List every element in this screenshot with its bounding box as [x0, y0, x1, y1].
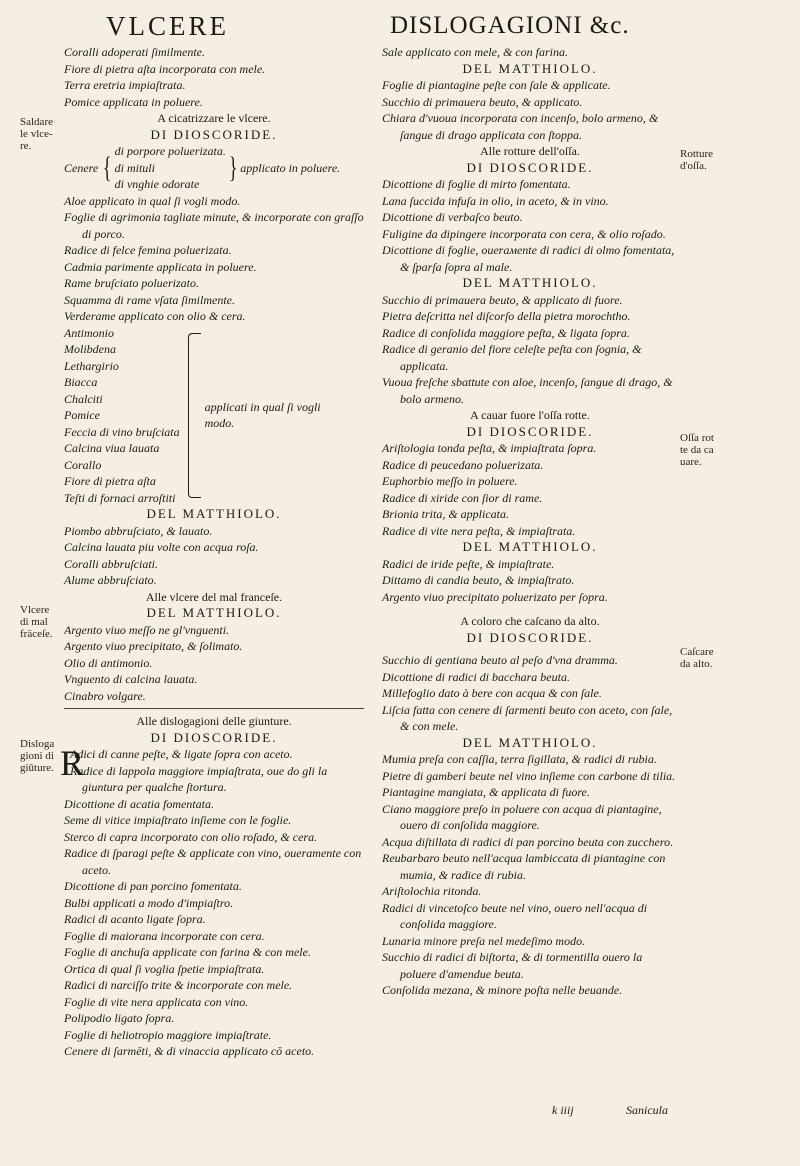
remedy-line: Mumia preſa con caſſia, terra ſigillata, & radici di rubia.	[382, 752, 657, 766]
mineral-item: Antimonio	[64, 325, 114, 340]
remedy-line: Cadmia parimente applicata in poluere.	[64, 259, 257, 274]
remedy-line: Dicottione di radici di bacchara beuta.	[382, 669, 570, 684]
authority-heading: DI DIOSCORIDE.	[466, 159, 594, 175]
remedy-line: Radici di vincetoſco beute nel vino, ouero nell'acqua di conſolida maggiore.	[382, 900, 648, 931]
margin-note-line: Caſcare	[680, 646, 714, 658]
mineral-brace-group	[64, 325, 364, 507]
remedy-line: Foglie di vite nera applicata con vino.	[64, 994, 249, 1009]
margin-note-line: re.	[20, 140, 32, 152]
remedy-line: Brionia trita, & applicata.	[382, 507, 510, 521]
mineral-list	[64, 325, 184, 507]
authority-heading: DI DIOSCORIDE.	[150, 729, 278, 745]
remedy-line: Vnguento di calcina lauata.	[64, 672, 198, 686]
drop-cap: R	[60, 743, 85, 783]
running-header-left: VLCERE	[106, 11, 229, 41]
remedy-line: Lunaria minore preſa nel medeſimo modo.	[382, 933, 586, 948]
margin-note-line: Saldare	[20, 116, 53, 128]
remedy-line: Dicottione di pan porcino fomentata.	[64, 879, 242, 893]
remedy-line: Acqua diſtillata di radici di pan porcino beuta con zucchero.	[382, 834, 674, 849]
remedy-line: Succhio di gentiana beuto al peſo d'vna dramma.	[382, 653, 618, 667]
margin-note-line: giūture.	[20, 762, 54, 774]
remedy-line: Foglie di agrimonia tagliate minute, & incorporate con graſſo di porco.	[64, 210, 364, 241]
remedy-line: Aloe applicato in qual ſi vogli modo.	[64, 193, 241, 208]
remedy-line: Dicottione di verbaſco beuto.	[382, 210, 523, 224]
mineral-item: Chalciti	[64, 391, 103, 406]
catchword: Sanicula	[626, 1103, 668, 1117]
right-brace-icon: }	[228, 150, 238, 184]
remedy-line: Reubarbaro beuto nell'acqua lambiccata di piantagine con mumia, & radice di rubia.	[382, 851, 666, 882]
mineral-item: Molibdena	[64, 342, 116, 356]
section-title: Alle rotture dell'oſſa.	[480, 144, 580, 158]
remedy-line: Ariſtologia tonda peſta, & impiaſtrata ſopra.	[382, 441, 597, 455]
margin-note-line: Vlcere	[20, 604, 50, 616]
remedy-line: Radice di peucedano poluerizata.	[382, 457, 544, 472]
remedy-line: Radice di ſparagi peſte & applicate con vino, oueramente con aceto.	[64, 846, 362, 877]
authority-heading: DEL MATTHIOLO.	[462, 734, 598, 750]
remedy-line: Liſcia fatta con cenere di ſarmenti beuto con aceto, con ſale, & con mele.	[382, 702, 673, 733]
remedy-line: Rame bruſciato poluerizato.	[64, 276, 199, 290]
remedy-line: Dittamo di candia beuto, & impiaſtrato.	[382, 573, 575, 587]
section-title: A coloro che caſcano da alto.	[460, 614, 600, 628]
remedy-line: Foglie di piantagine peſte con ſale & applicate.	[382, 78, 611, 92]
authority-heading: DEL MATTHIOLO.	[462, 539, 598, 554]
remedy-line: Polipodio ligato ſopra.	[64, 1011, 175, 1025]
remedy-line: Pietre di gamberi beute nel vino inſieme con carbone di tilia.	[382, 768, 676, 783]
authority-heading: DI DIOSCORIDE.	[466, 423, 594, 439]
remedy-line: Radice di felce femina poluerizata.	[64, 243, 232, 257]
remedy-line: Cinabro volgare.	[64, 688, 146, 703]
remedy-line: Alume abbruſciato.	[64, 573, 157, 587]
cenere-label: Cenere	[64, 160, 99, 175]
margin-note-line: uare.	[680, 456, 702, 468]
running-header-right: DISLOGAGIONI &c.	[390, 12, 630, 39]
remedy-line: Bulbi applicati a modo d'impiaſtro.	[64, 895, 234, 910]
mineral-item: Lethargirio	[64, 358, 119, 373]
mineral-tail-line: applicati in qual ſi vogli	[204, 399, 321, 414]
remedy-line: Sale applicato con mele, & con farina.	[382, 45, 568, 59]
remedy-line: Radici de iride peſte, & impiaſtrate.	[382, 556, 555, 571]
remedy-line: Radice di conſolida maggiore peſta, & ligata ſopra.	[382, 325, 630, 340]
remedy-line: Coralli adoperati ſimilmente.	[64, 45, 205, 59]
remedy-line: Foglie di maiorana incorporate con cera.	[64, 928, 265, 943]
remedy-line: Olio di antimonio.	[64, 655, 153, 670]
mineral-item: Fiore di pietra aſta	[64, 474, 156, 488]
remedy-line: Fiore di pietra aſta incorporata con mele.	[64, 61, 266, 76]
cenere-list	[115, 143, 226, 193]
margin-note-line: d'oſſa.	[680, 160, 707, 172]
remedy-line: Argento viuo precipitato poluerizato per ſopra.	[382, 589, 608, 604]
mineral-tail	[205, 399, 321, 432]
cenere-item: di porpore poluerizata.	[114, 144, 226, 158]
mineral-item: Pomice	[64, 408, 100, 422]
remedy-line: Radice di xiride con ſior di rame.	[382, 490, 543, 505]
margin-note-disloga	[20, 738, 68, 774]
section-title: Alle dislogagioni delle giunture.	[136, 714, 292, 728]
margin-note-line: te da ca	[680, 444, 714, 456]
margin-note-rotture	[680, 148, 728, 172]
margin-note-cascare	[680, 646, 728, 670]
remedy-line: Argento viuo meſſo ne gl'vnguenti.	[64, 622, 230, 637]
section-title: A cauar fuore l'oſſa rotte.	[470, 408, 590, 422]
authority-heading: DEL MATTHIOLO.	[146, 506, 282, 521]
mineral-item: Teſti di fornaci arroſtiti	[64, 490, 176, 505]
left-brace-icon: {	[103, 150, 112, 184]
dislogagioni-block	[60, 743, 364, 796]
margin-note-line: di mal	[20, 616, 48, 628]
remedy-line: Seme di vitice impiaſtrato inſieme con le foglie.	[64, 813, 292, 827]
remedy-line: Terra eretria impiaſtrata.	[64, 78, 186, 92]
remedy-line: Coralli abbruſciati.	[64, 556, 159, 571]
remedy-line: Verderame applicato con olio & cera.	[64, 309, 246, 323]
remedy-line: Radici di acanto ligate ſopra.	[64, 912, 206, 926]
remedy-line: Foglie di anchuſa applicate con farina & con mele.	[64, 945, 311, 959]
remedy-line: Conſolida mezana, & minore poſta nelle beuande.	[382, 983, 623, 997]
authority-heading: DEL MATTHIOLO.	[462, 60, 598, 76]
remedy-line: Ortica di qual ſi voglia ſpetie impiaſtrata.	[64, 961, 265, 976]
remedy-line: Ciano maggiore preſo in poluere con acqua di piantagine, ouero di conſolida maggiore.	[382, 801, 662, 832]
remedy-line: Chiara d'vuoua incorporata con incenſo, bolo armeno, & ſangue di drago applicata con ſtoppa.	[382, 111, 659, 142]
remedy-line: Radice di lappola maggiore impiaſtrata, oue do gli la giuntura per qualche ſtortura.	[70, 763, 328, 794]
remedy-line: Ariſtolochia ritonda.	[382, 884, 482, 898]
margin-note-line: da alto.	[680, 658, 713, 670]
remedy-line: Dicottione di acatia fomentata.	[64, 796, 214, 811]
cenere-item: di mituli	[114, 160, 155, 175]
mineral-item: Calcina viua lauata	[64, 441, 160, 455]
margin-note-line: le vlce-	[20, 128, 53, 140]
remedy-line: Fuligine da dipingere incorporata con cera, & olio roſado.	[382, 226, 666, 241]
authority-heading: DI DIOSCORIDE.	[466, 629, 594, 645]
remedy-line: Piantagine mangiata, & applicata di fuore.	[382, 785, 590, 799]
margin-note-saldare	[20, 116, 68, 152]
remedy-line: Dicottione di foglie di mirto fomentata.	[382, 177, 571, 191]
remedy-line: Sterco di capra incorporato con olio roſado, & cera.	[64, 829, 318, 844]
remedy-line: Cenere di ſarmēti, & di vinaccia applicato cō aceto.	[64, 1044, 315, 1058]
mineral-tail-line: modo.	[204, 416, 235, 431]
remedy-line: Vuoua freſche sbattute con aloe, incenſo, ſangue di drago, & bolo armeno.	[382, 375, 673, 406]
left-column	[60, 44, 364, 1060]
right-column	[382, 44, 678, 999]
remedy-line: Pietra deſcritta nel diſcorſo della pietra morochtho.	[382, 309, 631, 323]
remedy-line: Calcina lauata piu volte con acqua roſa.	[64, 540, 259, 554]
remedy-line: Radici di narciſſo trite & incorporate con mele.	[64, 978, 293, 992]
cenere-tail: applicato in poluere.	[240, 160, 341, 175]
mineral-item: Corallo	[64, 457, 102, 472]
margin-note-ossa	[680, 432, 728, 468]
remedy-line: Succhio di primauera beuto, & applicato di fuore.	[382, 292, 623, 307]
remedy-line: Argento viuo precipitato, & ſolimato.	[64, 639, 243, 653]
section-divider	[64, 708, 364, 709]
remedy-line: Dicottione di foglie, ouerамente di radici di olmo fomentata, & ſparſa ſopra al male.	[382, 243, 675, 274]
remedy-line: Radice di geranio del fiore celeſte peſta con ſognia, & applicata.	[382, 342, 642, 373]
remedy-line: Piombo abbruſciato, & lauato.	[64, 523, 213, 538]
remedy-line: Squamma di rame vſata ſimilmente.	[64, 292, 235, 307]
margin-note-vlcere	[20, 604, 68, 640]
remedy-line: Succhio di radici di biſtorta, & di tormentilla ouero la poluere d'amendue beuta.	[382, 950, 643, 981]
signature-mark: k iiij	[552, 1103, 574, 1117]
remedy-line: Radice di vite nera peſta, & impiaſtrata.	[382, 523, 576, 538]
remedy-line: Euphorbio meſſo in poluere.	[382, 474, 518, 488]
remedy-line: Adici di canne peſte, & ligate ſopra con aceto.	[70, 747, 293, 761]
remedy-line: Succhio di primauera beuto, & applicato.	[382, 94, 583, 109]
remedy-line: Millefoglio dato à bere con acqua & con ſale.	[382, 686, 602, 700]
right-brace-icon	[188, 333, 201, 499]
section-title: A cicatrizzare le vlcere.	[157, 111, 271, 125]
margin-note-line: fräceſe.	[20, 628, 53, 640]
authority-heading: DEL MATTHIOLO.	[146, 605, 282, 620]
margin-note-line: Oſſa rot	[680, 432, 714, 444]
cenere-brace-group	[64, 143, 364, 193]
section-title: Alle vlcere del mal franceſe.	[145, 589, 283, 604]
spacer	[382, 605, 678, 613]
cenere-item: di vnghie odorate	[114, 177, 200, 191]
authority-heading: DEL MATTHIOLO.	[462, 275, 598, 290]
authority-heading: DI DIOSCORIDE.	[150, 126, 278, 142]
mineral-item: Biacca	[64, 375, 98, 389]
margin-note-line: Rotture	[680, 148, 713, 160]
mineral-item: Feccia di vino bruſciata	[64, 424, 180, 439]
margin-note-line: gioni di	[20, 750, 54, 762]
remedy-line: Pomice applicata in poluere.	[64, 94, 203, 109]
remedy-line: Lana ſuccida infuſa in olio, in aceto, & in vino.	[382, 193, 609, 208]
remedy-line: Foglie di heliotropio maggiore impiaſtrate.	[64, 1027, 272, 1042]
margin-note-line: Disloga	[20, 738, 55, 750]
